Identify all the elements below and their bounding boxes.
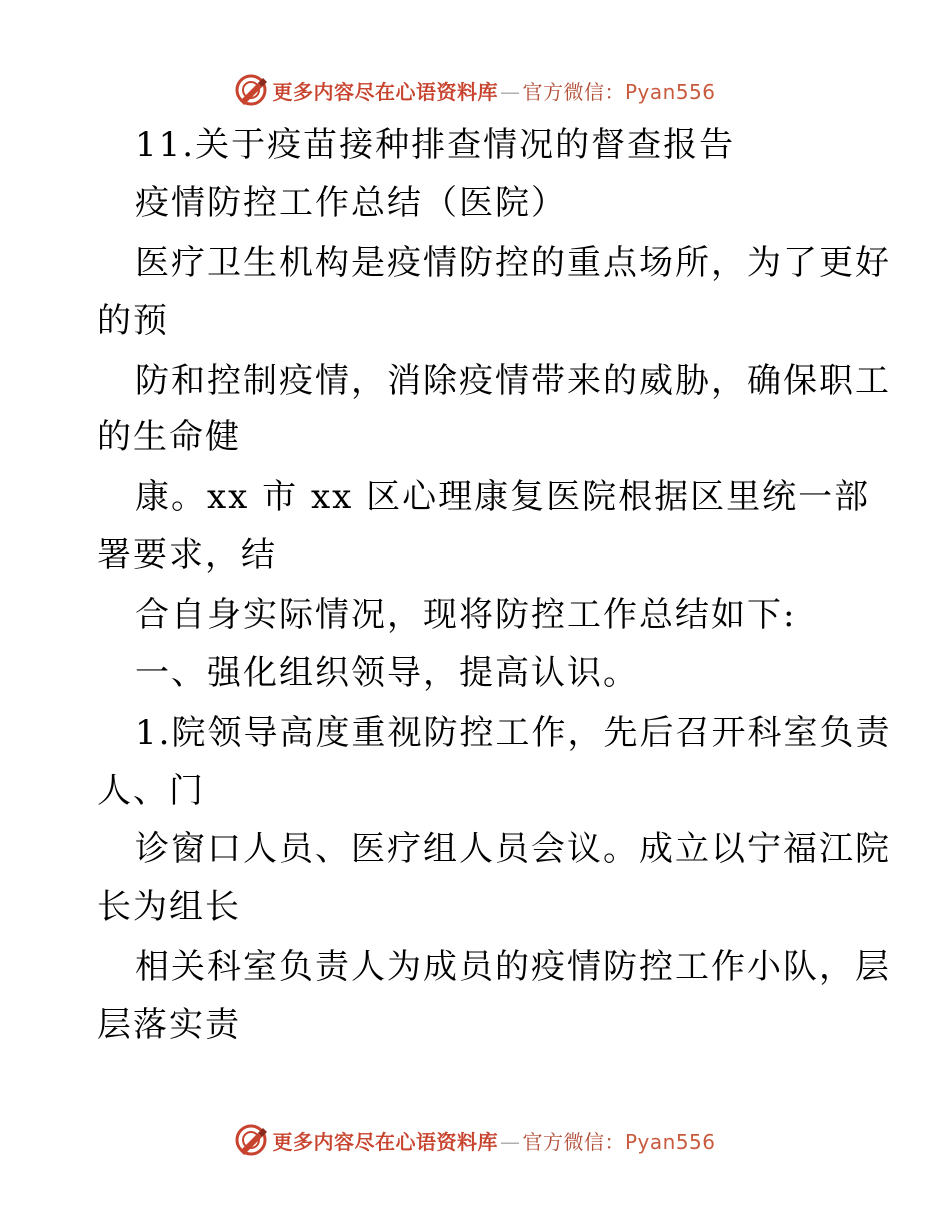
doc-line: 人、门 <box>97 771 205 811</box>
doc-line: 署要求，结 <box>97 535 277 575</box>
pen-logo-icon <box>234 1123 268 1157</box>
banner-wechat-id: Pyan556 <box>624 79 716 104</box>
banner-wechat-label: 官方微信： <box>522 79 625 104</box>
doc-line: 相关科室负责人为成员的疫情防控工作小队，层 <box>135 947 891 987</box>
doc-line: 长为组长 <box>97 887 241 927</box>
banner-site: 更多内容尽在心语资料库 <box>272 79 498 104</box>
banner-dash: — <box>499 1129 521 1154</box>
banner-wechat-id: Pyan556 <box>624 1129 716 1154</box>
doc-line: 层落实责 <box>97 1005 241 1045</box>
doc-line: 1.院领导高度重视防控工作，先后召开科室负责 <box>135 713 892 753</box>
doc-line: 医疗卫生机构是疫情防控的重点场所，为了更好 <box>135 243 891 283</box>
doc-line-title: 11.关于疫苗接种排查情况的督查报告 <box>135 125 736 165</box>
doc-line-subtitle: 疫情防控工作总结（医院） <box>135 183 567 223</box>
doc-line-heading: 一、强化组织领导，提高认识。 <box>135 653 639 693</box>
banner-dash: — <box>499 79 521 104</box>
banner-text <box>272 1126 715 1155</box>
banner-site: 更多内容尽在心语资料库 <box>272 1129 498 1154</box>
doc-line: 的预 <box>97 301 169 341</box>
doc-line: 的生命健 <box>97 417 241 457</box>
doc-line: 防和控制疫情，消除疫情带来的威胁，确保职工 <box>135 361 891 401</box>
pen-logo-icon <box>234 73 268 107</box>
doc-line: 康。xx 市 xx 区心理康复医院根据区里统一部 <box>135 477 871 517</box>
footer-banner <box>0 1120 950 1160</box>
banner-text <box>272 76 715 105</box>
doc-line: 合自身实际情况，现将防控工作总结如下: <box>135 595 797 635</box>
doc-line: 诊窗口人员、医疗组人员会议。成立以宁福江院 <box>135 829 891 869</box>
header-banner <box>0 70 950 110</box>
banner-wechat-label: 官方微信： <box>522 1129 625 1154</box>
